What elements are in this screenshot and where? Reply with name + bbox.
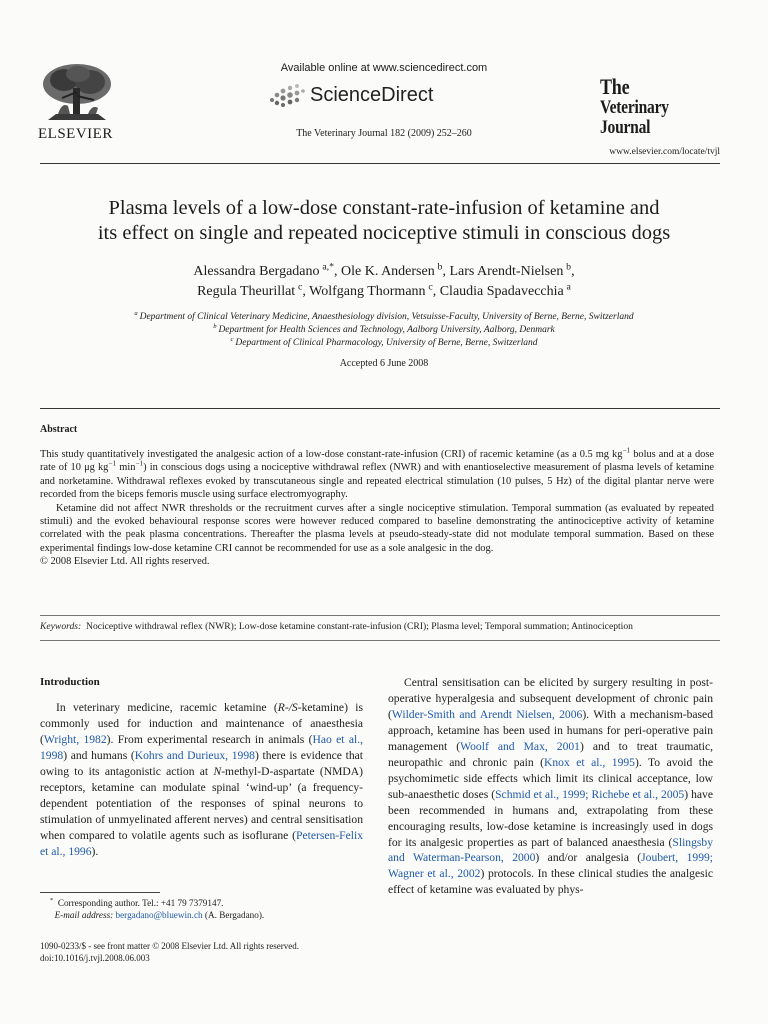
affiliation-mark: c	[230, 335, 234, 343]
author-name[interactable]: Ole K. Andersen	[341, 264, 435, 279]
affiliation	[40, 324, 728, 337]
body-paragraph	[388, 675, 713, 898]
title-line: Plasma levels of a low-dose constant-rate-infusion of ketamine and	[108, 197, 660, 219]
keywords-divider-top	[40, 615, 720, 616]
affiliation-text: Department for Health Sciences and Technology, Aalborg University, Aalborg, Denmark	[218, 325, 555, 335]
left-column	[40, 676, 363, 860]
abstract-paragraph: Ketamine did not affect NWR thresholds or the recruitment curves after a single nociceptive stimulation. Temporal summation (as evaluated by repeated stimuli) and the evoked behavioural response scores were however reduced compared to baseline demonstrating the antinociceptive activity of ketamine correlated with the peak plasma concentrations. Thereafter the plasma levels at pseudo-steady-state did not modulate temporal summation. Based on these experimental findings low-dose ketamine CRI cannot be recommended for use as a sole analgesic in the dog.	[40, 502, 714, 554]
author-name[interactable]: Alessandra Bergadano	[193, 264, 320, 279]
body-text: Central sensitisation can be elicited by surgery resulting in post-operative hyperalgesia and subsequent development of chronic pain (	[388, 676, 713, 721]
header-divider	[40, 163, 720, 164]
abstract-paragraph	[40, 448, 714, 502]
author-separator: ,	[432, 284, 440, 299]
journal-logo	[600, 76, 697, 137]
exponent: −1	[108, 459, 117, 468]
author-affil-mark: b	[437, 261, 443, 273]
abstract-text: min	[116, 462, 136, 474]
body-text: ) and/or analgesia (	[535, 851, 642, 865]
right-column	[388, 675, 713, 898]
author-name[interactable]: Wolfgang Thormann	[309, 284, 426, 299]
keywords-label: Keywords:	[40, 621, 82, 632]
author-affil-mark[interactable]: a,*	[322, 261, 335, 273]
body-text: ). With a mechanism-based approach, ketamine has been used in humans for peri-operative pain management (	[388, 707, 713, 753]
author-separator: ,	[334, 264, 342, 279]
introduction-paragraph	[40, 700, 363, 860]
doi-line[interactable]: doi:10.1016/j.tvjl.2008.06.003	[40, 953, 150, 963]
body-text: ). From experimental research in animals (	[106, 732, 313, 746]
footnote-text: (A. Bergadano).	[202, 910, 265, 920]
reference-link[interactable]: Wilder-Smith and Arendt Nielsen, 2006	[391, 707, 583, 721]
author-affil-mark: a	[566, 281, 571, 293]
reference-link[interactable]: Knox et al., 1995	[544, 755, 635, 769]
body-text: ketamine) is commonly used for induction and maintenance of anaesthesia (	[40, 701, 363, 746]
issn-line: 1090-0233/$ - see front matter © 2008 Elsevier Ltd. All rights reserved.	[40, 941, 300, 951]
copyright-line: © 2008 Elsevier Ltd. All rights reserved.	[40, 556, 210, 568]
journal-logo-line: Veterinary Journal	[600, 97, 669, 138]
front-matter	[40, 940, 400, 964]
reference-link[interactable]: Schmid et al., 1999; Richebe et al., 2005	[495, 787, 685, 801]
author-name[interactable]: Lars Arendt-Nielsen	[449, 264, 564, 279]
author-separator: ,	[442, 264, 450, 279]
exponent: −1	[622, 446, 631, 455]
affiliation-text: Department of Clinical Pharmacology, University of Berne, Berne, Switzerland	[235, 338, 538, 348]
author-list	[40, 262, 728, 302]
journal-url[interactable]: www.elsevier.com/locate/tvjl	[609, 147, 720, 157]
affiliation-mark: a	[134, 309, 138, 317]
abstract-divider	[40, 408, 720, 409]
publisher-name: ELSEVIER	[38, 126, 113, 142]
footnote-line	[40, 897, 363, 909]
section-heading-introduction: Introduction	[40, 676, 100, 688]
corresponding-author-footnote	[40, 897, 363, 921]
abstract-heading: Abstract	[40, 424, 78, 435]
available-online-text[interactable]: Available online at www.sciencedirect.com	[280, 62, 488, 74]
body-text: ) and to treat traumatic, neuropathic and chronic pain (	[388, 739, 713, 769]
affiliation	[40, 311, 728, 324]
italic-text: N	[213, 764, 222, 778]
body-text: -methyl-D-aspartate (NMDA) receptors, ketamine can modulate spinal ‘wind-up’ (a frequency-dependent potentiation of the responses of spinal neurons to stimulation of unmyelinated afferent nerves) and central sensitisation when compared to volatile agents such as isoflurane (	[40, 764, 363, 842]
reference-link[interactable]: Hao et al., 1998	[40, 732, 363, 762]
author-line	[40, 282, 728, 302]
author-affil-mark: b	[566, 261, 572, 273]
journal-citation: The Veterinary Journal 182 (2009) 252–260	[296, 128, 472, 139]
abstract-body	[40, 448, 714, 569]
abstract-text: ) in conscious dogs using a nociceptive withdrawal reflex (NWR) and with enantioselective measurement of plasma levels of ketamine and norketamine. Withdrawal reflexes evoked by transcutaneous single and repeated electrical stimulation (10 pulses, 5 Hz) of the digital plantar nerve were recorded from the biceps femoris muscle using surface electromyography.	[40, 462, 715, 501]
abstract-text: bolus and at a dose rate of 10 μg kg	[40, 449, 715, 474]
reference-link[interactable]: Petersen-Felix et al., 1996	[40, 828, 363, 858]
reference-link[interactable]: Slingsby and Waterman-Pearson, 2000	[388, 835, 713, 865]
author-affil-mark: c	[298, 281, 303, 293]
author-separator: ,	[571, 264, 575, 279]
body-text: In veterinary medicine, racemic ketamine (	[56, 701, 278, 714]
reference-link[interactable]: Woolf and Max, 2001	[460, 739, 580, 753]
body-text: ) there is evidence that owing to its antagonistic action at	[40, 748, 363, 778]
author-separator: ,	[302, 284, 310, 299]
abstract-text: This study quantitatively investigated the analgesic action of a low-dose constant-rate-infusion (CRI) of racemic ketamine (as a 0.5 mg kg	[40, 449, 623, 460]
accepted-date: Accepted 6 June 2008	[339, 358, 429, 369]
reference-link[interactable]: Wright, 1982	[43, 732, 107, 746]
article-title	[40, 196, 728, 246]
italic-text: R-/S-	[277, 701, 302, 714]
affiliation-text: Department of Clinical Veterinary Medicine, Anaesthesiology division, Vetsuisse-Faculty, University of Berne, Berne, Switzerland	[139, 312, 634, 322]
journal-logo-line: The	[600, 74, 630, 99]
author-line	[40, 262, 728, 282]
author-name[interactable]: Claudia Spadavecchia	[439, 284, 564, 299]
keywords-line	[40, 621, 720, 632]
author-affil-mark: c	[428, 281, 433, 293]
reference-link[interactable]: Kohrs and Durieux, 1998	[134, 748, 255, 762]
body-text: ). To avoid the psychomimetic side effects which limit its clinical acceptance, low sub-anaesthetic doses (	[388, 755, 713, 801]
sciencedirect-wordmark: ScienceDirect	[310, 83, 434, 106]
body-text: ).	[91, 844, 99, 858]
affiliation-mark: b	[213, 322, 217, 330]
body-text: ) protocols. In these clinical studies the analgesic effect of ketamine was evaluated by phys-	[388, 867, 713, 897]
affiliations	[40, 311, 728, 350]
body-text: ) have been recommended in humans and, extrapolating from these encouraging results, low-dose ketamine is increasingly used in dogs for its analgesic properties as part of balanced anaesthesia (	[388, 787, 713, 849]
title-line: its effect on single and repeated nociceptive stimuli in conscious dogs	[97, 222, 671, 244]
sciencedirect-dots-icon	[268, 82, 306, 108]
body-text: ) and humans (	[63, 748, 135, 762]
reference-link[interactable]: Joubert, 1999; Wagner et al., 2002	[388, 851, 714, 881]
footnote-mark: *	[50, 896, 54, 904]
keywords-divider-bottom	[40, 640, 720, 641]
email-link[interactable]: bergadano@bluewin.ch	[115, 910, 203, 920]
email-label: E-mail address:	[54, 910, 114, 920]
footnote-line	[40, 909, 363, 921]
sciencedirect-logo[interactable]	[268, 82, 433, 108]
author-name[interactable]: Regula Theurillat	[197, 284, 296, 299]
exponent: −1	[135, 459, 144, 468]
footnote-divider	[40, 892, 160, 893]
affiliation	[40, 337, 728, 350]
footnote-text: Corresponding author. Tel.: +41 79 7379147.	[57, 898, 224, 908]
keywords-text: Nociceptive withdrawal reflex (NWR); Low-dose ketamine constant-rate-infusion (CRI); Plasma level; Temporal summation; Antinociception	[86, 621, 633, 632]
